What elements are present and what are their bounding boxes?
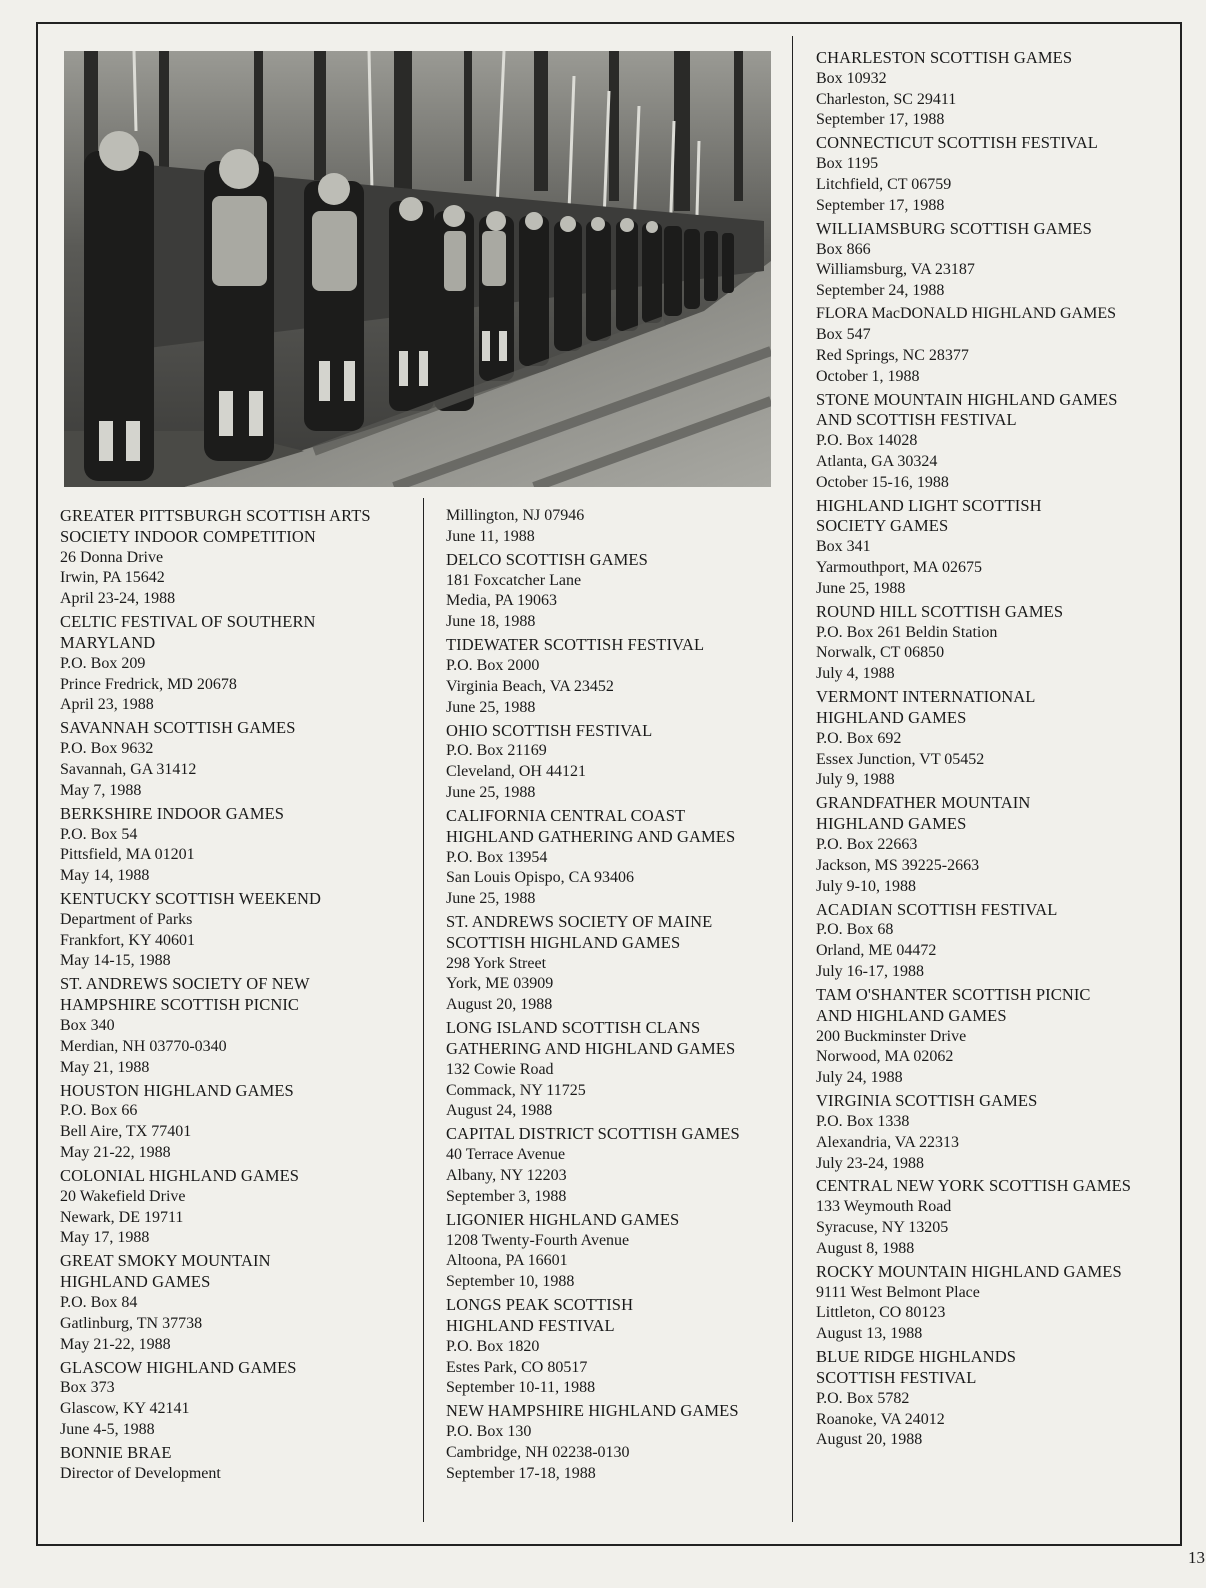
event-entry	[60, 1358, 410, 1441]
event-detail-line: May 17, 1988	[60, 1229, 150, 1247]
event-name-line: GREATER PITTSBURGH SCOTTISH ARTS	[60, 506, 371, 525]
event-detail-line: 20 Wakefield Drive	[60, 1187, 186, 1205]
event-detail-line: Litchfield, CT 06759	[816, 175, 952, 193]
event-detail-line: Glascow, KY 42141	[60, 1400, 190, 1418]
event-entry	[816, 304, 1176, 387]
event-entry	[816, 793, 1176, 897]
event-name-line: LONGS PEAK SCOTTISH	[446, 1295, 634, 1315]
event-detail-line: P.O. Box 66	[60, 1102, 138, 1120]
event-name-line: DELCO SCOTTISH GAMES	[446, 549, 648, 569]
event-detail-line: 298 York Street	[446, 954, 547, 972]
event-detail-line: May 21-22, 1988	[60, 1144, 171, 1162]
event-name-line: LONG ISLAND SCOTTISH CLANS	[446, 1018, 701, 1038]
event-entry	[60, 1166, 410, 1249]
event-detail-line: 200 Buckminster Drive	[816, 1027, 967, 1045]
event-entry	[446, 550, 786, 633]
event-detail-line: June 25, 1988	[816, 579, 906, 597]
event-name-line: AND SCOTTISH FESTIVAL	[816, 410, 1017, 430]
event-entry	[446, 721, 786, 804]
event-detail-line: Box 341	[816, 538, 871, 556]
event-entry	[816, 900, 1176, 983]
event-detail-line: Bell Aire, TX 77401	[60, 1123, 192, 1141]
column-divider-1	[423, 498, 424, 1522]
event-entry	[60, 506, 410, 610]
event-entry	[446, 635, 786, 718]
event-detail-line: August 24, 1988	[446, 1102, 553, 1120]
event-name-line: GRANDFATHER MOUNTAIN	[816, 793, 1031, 813]
event-entry	[816, 48, 1176, 131]
event-entry	[60, 1081, 410, 1164]
event-detail-line: July 16-17, 1988	[816, 962, 924, 980]
event-name-line: KENTUCKY SCOTTISH WEEKEND	[60, 889, 321, 909]
event-detail-line: 133 Weymouth Road	[816, 1198, 952, 1216]
event-entry	[816, 496, 1176, 600]
event-detail-line: P.O. Box 21169	[446, 742, 547, 760]
event-entry	[816, 1347, 1176, 1451]
event-detail-line: September 10-11, 1988	[446, 1379, 596, 1397]
event-entry	[816, 1176, 1176, 1259]
event-entry	[60, 718, 410, 801]
event-detail-line: June 25, 1988	[446, 890, 536, 908]
event-entry	[816, 687, 1176, 791]
event-entry	[60, 612, 410, 716]
event-detail-line: Virginia Beach, VA 23452	[446, 677, 614, 695]
event-detail-line: Alexandria, VA 22313	[816, 1133, 959, 1151]
event-detail-line: Savannah, GA 31412	[60, 760, 197, 778]
event-name-line: HIGHLAND GAMES	[60, 1272, 211, 1292]
event-detail-line: Estes Park, CO 80517	[446, 1358, 588, 1376]
event-detail-line: P.O. Box 1820	[446, 1337, 540, 1355]
event-detail-line: Charleston, SC 29411	[816, 90, 957, 108]
event-entry	[816, 985, 1176, 1089]
event-detail-line: Albany, NY 12203	[446, 1167, 567, 1185]
event-detail-line: September 17-18, 1988	[446, 1464, 596, 1482]
event-detail-line: Atlanta, GA 30324	[816, 452, 938, 470]
event-detail-line: Littleton, CO 80123	[816, 1304, 946, 1322]
event-detail-line: Media, PA 19063	[446, 592, 557, 610]
event-detail-line: 9111 West Belmont Place	[816, 1283, 980, 1301]
column-divider-2	[792, 36, 793, 1522]
event-detail-line: P.O. Box 68	[816, 921, 894, 939]
event-detail-line: Commack, NY 11725	[446, 1081, 586, 1099]
event-name-line: HIGHLAND GAMES	[816, 814, 967, 834]
crowd-in-kilts-photo	[64, 51, 771, 487]
event-detail-line: September 10, 1988	[446, 1273, 575, 1291]
event-entry	[816, 602, 1176, 685]
event-detail-line: Orland, ME 04472	[816, 942, 937, 960]
event-entry	[446, 506, 786, 548]
event-name-line: BONNIE BRAE	[60, 1442, 172, 1462]
event-name-line: HIGHLAND FESTIVAL	[446, 1315, 615, 1335]
event-name-line: HOUSTON HIGHLAND GAMES	[60, 1080, 294, 1100]
event-name-line: LIGONIER HIGHLAND GAMES	[446, 1209, 680, 1229]
event-detail-line: September 17, 1988	[816, 196, 945, 214]
event-detail-line: 1208 Twenty-Fourth Avenue	[446, 1231, 630, 1249]
event-name-line: WILLIAMSBURG SCOTTISH GAMES	[816, 218, 1092, 238]
event-detail-line: 132 Cowie Road	[446, 1060, 554, 1078]
event-detail-line: Gatlinburg, TN 37738	[60, 1314, 203, 1332]
event-detail-line: September 3, 1988	[446, 1187, 567, 1205]
event-detail-line: P.O. Box 2000	[446, 656, 540, 674]
event-detail-line: P.O. Box 14028	[816, 432, 918, 450]
event-detail-line: 40 Terrace Avenue	[446, 1146, 566, 1164]
event-name-line: TAM O'SHANTER SCOTTISH PICNIC	[816, 984, 1091, 1004]
event-name-line: SCOTTISH FESTIVAL	[816, 1368, 977, 1388]
event-name-line: OHIO SCOTTISH FESTIVAL	[446, 720, 653, 740]
event-detail-line: Prince Fredrick, MD 20678	[60, 675, 237, 693]
event-detail-line: Box 340	[60, 1017, 115, 1035]
event-detail-line: May 21, 1988	[60, 1058, 150, 1076]
event-entry	[60, 1251, 410, 1355]
event-detail-line: P.O. Box 9632	[60, 740, 154, 758]
event-detail-line: Box 547	[816, 325, 871, 343]
event-detail-line: June 11, 1988	[446, 527, 535, 545]
event-entry	[60, 804, 410, 887]
event-name-line: HAMPSHIRE SCOTTISH PICNIC	[60, 995, 300, 1015]
event-entry	[60, 1443, 410, 1485]
event-detail-line: Cleveland, OH 44121	[446, 763, 586, 781]
event-detail-line: Norwalk, CT 06850	[816, 644, 945, 662]
event-name-line: ROCKY MOUNTAIN HIGHLAND GAMES	[816, 1261, 1122, 1281]
event-detail-line: P.O. Box 209	[60, 654, 146, 672]
event-detail-line: April 23-24, 1988	[60, 590, 176, 608]
event-detail-line: August 20, 1988	[816, 1431, 923, 1449]
event-detail-line: Pittsfield, MA 01201	[60, 846, 195, 864]
event-detail-line: FLORA MacDONALD HIGHLAND GAMES	[816, 305, 1116, 323]
event-detail-line: Roanoke, VA 24012	[816, 1410, 945, 1428]
event-name-line: SCOTTISH HIGHLAND GAMES	[446, 932, 681, 952]
event-name-line: TIDEWATER SCOTTISH FESTIVAL	[446, 635, 705, 655]
event-detail-line: P.O. Box 22663	[816, 835, 918, 853]
event-detail-line: Box 866	[816, 240, 871, 258]
event-name-line: SAVANNAH SCOTTISH GAMES	[60, 718, 296, 738]
event-entry	[446, 1295, 786, 1399]
event-name-line: CHARLESTON SCOTTISH GAMES	[816, 48, 1073, 67]
event-detail-line: Red Springs, NC 28377	[816, 346, 969, 364]
event-name-line: NEW HAMPSHIRE HIGHLAND GAMES	[446, 1401, 739, 1421]
games-column-3	[816, 48, 1176, 1453]
event-name-line: HIGHLAND GATHERING AND GAMES	[446, 826, 736, 846]
event-name-line: GLASCOW HIGHLAND GAMES	[60, 1357, 297, 1377]
event-detail-line: Yarmouthport, MA 02675	[816, 559, 982, 577]
event-name-line: CELTIC FESTIVAL OF SOUTHERN	[60, 612, 316, 632]
event-detail-line: August 20, 1988	[446, 996, 553, 1014]
event-detail-line: May 14-15, 1988	[60, 952, 171, 970]
event-detail-line: P.O. Box 5782	[816, 1389, 910, 1407]
event-name-line: BERKSHIRE INDOOR GAMES	[60, 803, 285, 823]
event-name-line: CENTRAL NEW YORK SCOTTISH GAMES	[816, 1176, 1132, 1196]
event-detail-line: September 24, 1988	[816, 282, 945, 300]
event-detail-line: P.O. Box 84	[60, 1293, 138, 1311]
games-column-2	[446, 506, 786, 1487]
event-detail-line: Director of Development	[60, 1464, 221, 1482]
event-detail-line: September 17, 1988	[816, 111, 945, 129]
event-detail-line: York, ME 03909	[446, 975, 554, 993]
event-name-line: HIGHLAND GAMES	[816, 708, 967, 728]
event-detail-line: Merdian, NH 03770-0340	[60, 1037, 227, 1055]
event-detail-line: June 4-5, 1988	[60, 1420, 155, 1438]
event-entry	[446, 806, 786, 910]
event-name-line: GATHERING AND HIGHLAND GAMES	[446, 1039, 736, 1059]
event-entry	[446, 912, 786, 1016]
event-name-line: SOCIETY INDOOR COMPETITION	[60, 526, 316, 546]
event-detail-line: Box 373	[60, 1379, 115, 1397]
event-detail-line: July 9-10, 1988	[816, 877, 916, 895]
event-detail-line: July 23-24, 1988	[816, 1154, 924, 1172]
event-detail-line: July 9, 1988	[816, 771, 895, 789]
page-number: 13	[1188, 1548, 1205, 1567]
event-entry	[816, 390, 1176, 494]
event-name-line: GREAT SMOKY MOUNTAIN	[60, 1251, 271, 1271]
event-name-line: AND HIGHLAND GAMES	[816, 1005, 1007, 1025]
event-detail-line: Box 1195	[816, 155, 879, 173]
event-name-line: SOCIETY GAMES	[816, 516, 949, 536]
event-detail-line: Department of Parks	[60, 910, 193, 928]
games-column-1	[60, 506, 410, 1487]
event-detail-line: April 23, 1988	[60, 696, 154, 714]
event-detail-line: P.O. Box 692	[816, 729, 902, 747]
event-detail-line: July 4, 1988	[816, 665, 895, 683]
event-detail-line: June 25, 1988	[446, 698, 536, 716]
event-detail-line: May 7, 1988	[60, 781, 142, 799]
event-entry	[60, 974, 410, 1078]
event-detail-line: 26 Donna Drive	[60, 548, 164, 566]
event-detail-line: Syracuse, NY 13205	[816, 1219, 949, 1237]
event-entry	[446, 1124, 786, 1207]
event-detail-line: Frankfort, KY 40601	[60, 931, 195, 949]
event-detail-line: Millington, NJ 07946	[446, 507, 585, 524]
event-entry	[816, 133, 1176, 216]
event-detail-line: Williamsburg, VA 23187	[816, 261, 975, 279]
event-entry	[446, 1401, 786, 1484]
event-name-line: BLUE RIDGE HIGHLANDS	[816, 1347, 1016, 1367]
event-detail-line: P.O. Box 13954	[446, 848, 548, 866]
event-detail-line: August 13, 1988	[816, 1325, 923, 1343]
event-detail-line: Jackson, MS 39225-2663	[816, 856, 980, 874]
event-detail-line: October 15-16, 1988	[816, 473, 949, 491]
event-entry	[446, 1210, 786, 1293]
event-detail-line: P.O. Box 54	[60, 825, 138, 843]
event-detail-line: Altoona, PA 16601	[446, 1252, 568, 1270]
event-name-line: HIGHLAND LIGHT SCOTTISH	[816, 495, 1042, 515]
event-entry	[816, 1262, 1176, 1345]
event-detail-line: May 21-22, 1988	[60, 1335, 171, 1353]
event-name-line: VERMONT INTERNATIONAL	[816, 687, 1036, 707]
event-name-line: VIRGINIA SCOTTISH GAMES	[816, 1091, 1038, 1111]
event-detail-line: June 18, 1988	[446, 613, 536, 631]
event-name-line: CAPITAL DISTRICT SCOTTISH GAMES	[446, 1124, 740, 1144]
event-name-line: CALIFORNIA CENTRAL COAST	[446, 805, 686, 825]
event-detail-line: San Louis Opispo, CA 93406	[446, 869, 635, 887]
event-detail-line: Box 10932	[816, 69, 887, 87]
event-detail-line: July 24, 1988	[816, 1069, 903, 1087]
event-entry	[816, 219, 1176, 302]
event-name-line: ST. ANDREWS SOCIETY OF NEW	[60, 974, 310, 994]
event-detail-line: 181 Foxcatcher Lane	[446, 571, 582, 589]
event-detail-line: August 8, 1988	[816, 1239, 915, 1257]
event-name-line: ROUND HILL SCOTTISH GAMES	[816, 601, 1064, 621]
event-detail-line: Norwood, MA 02062	[816, 1048, 954, 1066]
event-entry	[446, 1018, 786, 1122]
event-detail-line: P.O. Box 130	[446, 1423, 532, 1441]
event-detail-line: P.O. Box 261 Beldin Station	[816, 623, 998, 641]
event-detail-line: Irwin, PA 15642	[60, 569, 165, 587]
event-name-line: ACADIAN SCOTTISH FESTIVAL	[816, 899, 1058, 919]
event-name-line: CONNECTICUT SCOTTISH FESTIVAL	[816, 133, 1098, 153]
event-name-line: MARYLAND	[60, 632, 156, 652]
event-detail-line: Cambridge, NH 02238-0130	[446, 1443, 630, 1461]
event-name-line: ST. ANDREWS SOCIETY OF MAINE	[446, 912, 713, 932]
event-entry	[816, 1091, 1176, 1174]
event-entry	[60, 889, 410, 972]
event-detail-line: P.O. Box 1338	[816, 1112, 910, 1130]
event-detail-line: Newark, DE 19711	[60, 1208, 184, 1226]
event-detail-line: Essex Junction, VT 05452	[816, 750, 985, 768]
event-detail-line: October 1, 1988	[816, 367, 920, 385]
event-name-line: COLONIAL HIGHLAND GAMES	[60, 1166, 300, 1186]
event-detail-line: June 25, 1988	[446, 783, 536, 801]
event-detail-line: May 14, 1988	[60, 867, 150, 885]
event-name-line: STONE MOUNTAIN HIGHLAND GAMES	[816, 389, 1118, 409]
